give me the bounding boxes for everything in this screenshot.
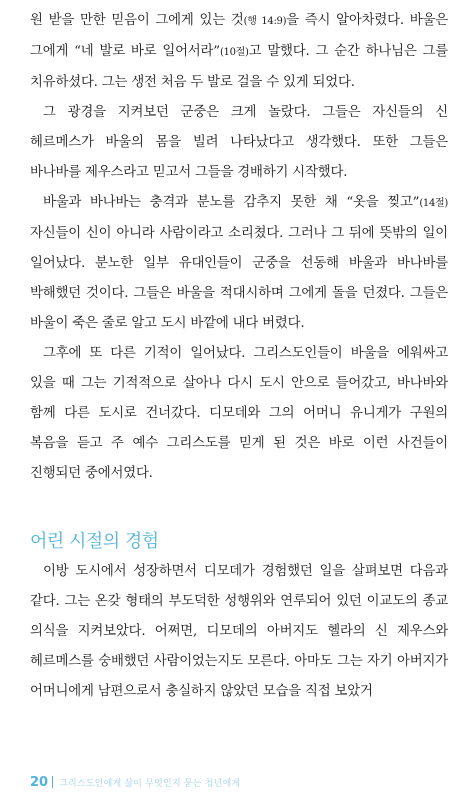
page-footer [30, 774, 240, 790]
paragraph [30, 557, 448, 707]
paragraph [30, 339, 448, 489]
page-body [30, 6, 448, 707]
scripture-reference: (행 14:9) [243, 16, 287, 27]
section-heading: 어린 시절의 경험 [30, 531, 159, 552]
text-segment: 이방 도시에서 성장하면서 디모데가 경험했던 일을 살펴보면 다음과 같다. 그는 온갖 형태의 부도덕한 성행위와 연루되어 있던 이교도의 종교 의식을 지켜보았다. 어쩌면, 디모데의 아버지도 헬라의 신 제우스와 헤르메스를 숭배했던 사람이었는지도 모른다. 아마도 그는 자기 아버지가 어머니에게 남편으로서 충실하지 않았던 모습을 직접 보았거 [30, 564, 448, 699]
body-text [30, 6, 448, 489]
text-segment: 고 말했다. 그 순간 하나님은 그를 치유하셨다. 그는 생전 처음 두 발로 걸을 수 있게 되었다. [30, 44, 449, 90]
scripture-reference: (10절) [219, 47, 249, 58]
text-segment: 그 광경을 지켜보던 군중은 크게 놀랐다. 그들은 자신들의 신 헤르메스가 바울의 몸을 빌려 나타났다고 생각했다. 또한 그들은 바나바를 제우스라고 믿고서 그들을 경배하기 시작했다. [30, 105, 448, 180]
footer-divider [52, 776, 53, 788]
paragraph [30, 98, 448, 188]
paragraph [30, 6, 448, 98]
text-segment: 원 받을 만한 믿음이 그에게 있는 것 [30, 13, 244, 28]
text-segment: 바울과 바나바는 충격과 분노를 감추지 못한 채 “옷을 찢고” [43, 195, 420, 210]
scripture-reference: (14절) [419, 198, 448, 209]
page-number: 20 [30, 775, 49, 790]
text-segment: 그후에 또 다른 기적이 일어났다. 그리스도인들이 바울을 에워싸고 있을 때 그는 기적적으로 살아나 다시 도시 안으로 들어갔고, 바나바와 함께 다른 도시로 건너갔다. 디모데와 그의 어머니 유니게가 구원의 복음을 듣고 주 예수 그리스도를 믿게 된 것은 바로 이런 사건들이 진행되던 중에서였다. [30, 346, 448, 481]
paragraph [30, 188, 448, 339]
text-segment: 을 즉시 알아차렸다. 바울은 그에게 “네 발로 바로 일어서라” [30, 13, 448, 59]
running-title: 그리스도인에게 삶이 무엇인지 묻는 청년에게 [59, 779, 241, 789]
section-body-text [30, 557, 448, 707]
text-segment: 자신들이 신이 아니라 사람이라고 소리쳤다. 그러나 그 뒤에 뜻밖의 일이 일어났다. 분노한 일부 유대인들이 군중을 선동해 바울과 바나바를 박해했던 것이다. 그들은 바울을 적대시하며 그에게 돌을 던졌다. 그들은 바울이 죽은 줄로 알고 도시 바깥에 내다 버렸다. [30, 226, 448, 331]
